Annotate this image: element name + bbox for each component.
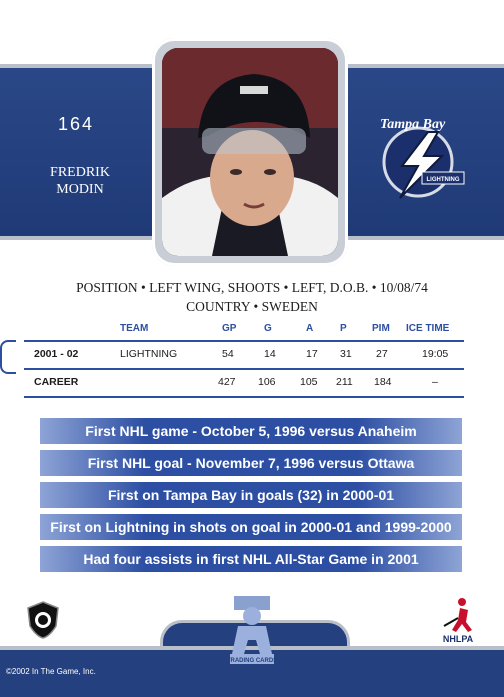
stats-table: [24, 318, 480, 396]
stats-career-label: CAREER: [34, 376, 79, 388]
fact-bar: First NHL goal - November 7, 1996 versus Ottawa: [40, 450, 462, 476]
stats-header-team: TEAM: [120, 323, 149, 334]
in-the-game-logo: [216, 596, 288, 666]
nhlpa-logo: [438, 596, 478, 644]
fact-bar: Had four assists in first NHL All-Star Game in 2001: [40, 546, 462, 572]
player-info-line-1: POSITION • LEFT WING, SHOOTS • LEFT, D.O.B. • 10/08/74: [76, 280, 428, 295]
stats-gp: 54: [222, 348, 234, 360]
stats-p: 31: [340, 348, 352, 360]
copyright-text: ©2002 In The Game, Inc.: [6, 667, 96, 676]
fact-bar: First on Lightning in shots on goal in 2000-01 and 1999-2000: [40, 514, 462, 540]
player-info-line-2: COUNTRY • SWEDEN: [186, 299, 318, 314]
stats-career-gp: 427: [218, 376, 236, 388]
fact-bar: First NHL game - October 5, 1996 versus Anaheim: [40, 418, 462, 444]
team-logo-subtext: LIGHTNING: [426, 177, 460, 183]
stats-header-a: A: [306, 323, 314, 334]
player-silhouette-icon: [216, 596, 288, 666]
player-name: [40, 164, 120, 198]
stats-row-career: [24, 368, 480, 396]
stats-ice-time: 19:05: [422, 348, 449, 360]
nhlpa-label: NHLPA: [442, 634, 474, 644]
stats-header-p: P: [340, 323, 347, 334]
stats-career-a: 105: [300, 376, 318, 388]
stats-bracket: [0, 340, 16, 374]
stats-career-pim: 184: [374, 376, 392, 388]
fact-bar: First on Tampa Bay in goals (32) in 2000-01: [40, 482, 462, 508]
stats-header-pim: PIM: [372, 323, 390, 334]
stats-career-p: 211: [336, 376, 353, 388]
nhlpa-player-icon: [438, 596, 478, 644]
stats-g: 14: [264, 348, 276, 360]
nhl-logo: [26, 600, 60, 640]
stats-season: 2001 - 02: [34, 348, 79, 360]
stats-pim: 27: [376, 348, 388, 360]
center-logo-label: TRADING CARDS: [226, 658, 278, 664]
lightning-logo-icon: [372, 110, 468, 202]
stats-header-ice-time: ICE TIME: [406, 323, 450, 334]
stats-header-g: G: [264, 323, 272, 334]
player-last-name: MODIN: [56, 182, 104, 197]
player-photo: [162, 48, 338, 256]
stats-career-ice-time: –: [432, 376, 438, 388]
team-logo-text: Tampa Bay: [380, 117, 446, 132]
stats-career-g: 106: [258, 376, 276, 388]
player-photo-illustration: [162, 48, 338, 256]
card-number: 164: [58, 114, 95, 134]
stats-header-gp: GP: [222, 323, 237, 334]
stats-a: 17: [306, 348, 318, 360]
team-logo: [372, 110, 468, 202]
stats-team: LIGHTNING: [120, 348, 178, 360]
nhl-shield-icon: [26, 600, 60, 640]
stats-header-row: [24, 318, 480, 340]
stats-divider: [24, 396, 464, 398]
stats-row-season: [24, 340, 480, 368]
player-first-name: FREDRIK: [50, 165, 110, 180]
